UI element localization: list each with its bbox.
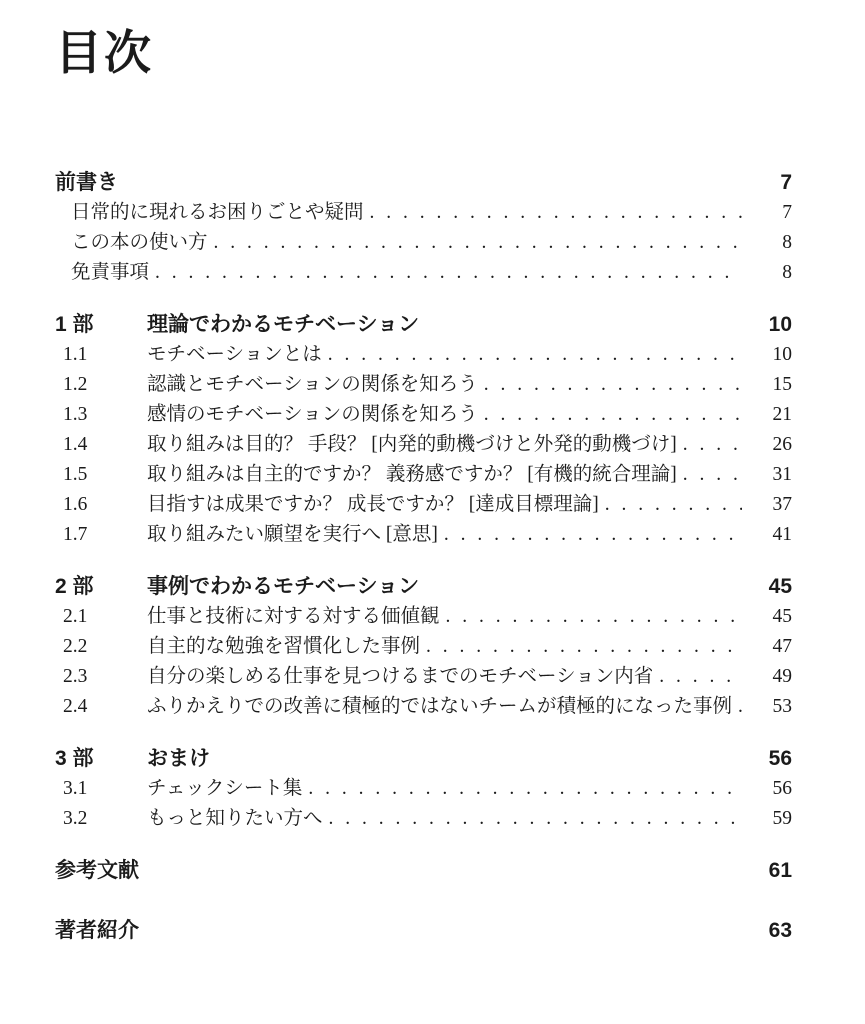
entry-title: この本の使い方: [71, 231, 208, 253]
page-number: 63: [768, 918, 792, 942]
page-number: 31: [772, 463, 792, 485]
page-number: 45: [772, 605, 792, 627]
entry-title: チェックシート集: [147, 777, 303, 799]
toc-part-row-author[interactable]: [55, 916, 792, 946]
toc-entry-row[interactable]: [55, 490, 792, 520]
part-title: 参考文献: [55, 858, 139, 882]
page-number: 15: [772, 373, 792, 395]
entry-title: モチベーションとは: [147, 343, 322, 365]
entry-number: 1.3: [63, 403, 88, 425]
part-title: 事例でわかるモチベーション: [147, 574, 420, 598]
entry-number: 1.2: [63, 373, 88, 395]
entry-title: ふりかえりでの改善に積極的ではないチームが積極的になった事例: [147, 695, 733, 717]
toc-part-row-2[interactable]: [55, 572, 792, 602]
entry-number: 1.1: [63, 343, 88, 365]
leader-dots: [444, 520, 742, 550]
page-number: 10: [772, 343, 792, 365]
page-number: 45: [768, 574, 792, 598]
toc-entry-row[interactable]: [55, 228, 792, 258]
part-number: 3 部: [55, 746, 94, 770]
page-number: 49: [772, 665, 792, 687]
page-number: 37: [772, 493, 792, 515]
leader-dots: [605, 490, 742, 520]
toc-entry-row[interactable]: [55, 602, 792, 632]
entry-title: 感情のモチベーションの関係を知ろう: [147, 403, 478, 425]
page-number: 8: [782, 231, 792, 253]
entry-number: 2.4: [63, 695, 88, 717]
leader-dots: [446, 602, 742, 632]
entry-number: 2.2: [63, 635, 88, 657]
toc-entry-row[interactable]: [55, 632, 792, 662]
entry-number: 3.1: [63, 777, 88, 799]
part-title: おまけ: [147, 746, 210, 770]
entry-number: 1.7: [63, 523, 88, 545]
leader-dots: [370, 198, 742, 228]
leader-dots: [155, 258, 742, 288]
toc-entry-row[interactable]: [55, 774, 792, 804]
leader-dots: [484, 400, 742, 430]
part-title: 著者紹介: [55, 918, 139, 942]
entry-title: 自主的な勉強を習慣化した事例: [147, 635, 421, 657]
toc-part-row-preface[interactable]: [55, 168, 792, 198]
toc-entry-row[interactable]: [55, 520, 792, 550]
entry-title: 取り組みは自主的ですか？ 義務感ですか？ [有機的統合理論]: [147, 463, 677, 485]
page-number: 41: [772, 523, 792, 545]
toc-entry-row[interactable]: [55, 370, 792, 400]
toc-entry-row[interactable]: [55, 258, 792, 288]
page-number: 53: [772, 695, 792, 717]
leader-dots: [308, 774, 742, 804]
leader-dots: [329, 804, 742, 834]
toc-entry-row[interactable]: [55, 692, 792, 722]
page-number: 61: [768, 858, 792, 882]
part-number: 1 部: [55, 312, 94, 336]
page-number: 21: [772, 403, 792, 425]
entry-title: 日常的に現れるお困りごとや疑問: [71, 201, 364, 223]
page-number: 59: [772, 807, 792, 829]
entry-title: 取り組みたい願望を実行へ [意思]: [147, 523, 438, 545]
toc-entry-row[interactable]: [55, 198, 792, 228]
toc-part-row-3[interactable]: [55, 744, 792, 774]
toc-entry-row[interactable]: [55, 400, 792, 430]
part-number: 2 部: [55, 574, 94, 598]
leader-dots: [426, 632, 742, 662]
toc-part-row-bibliography[interactable]: [55, 856, 792, 886]
leader-dots: [683, 430, 742, 460]
leader-dots: [214, 228, 742, 258]
toc-part-row-1[interactable]: [55, 310, 792, 340]
page-number: 47: [772, 635, 792, 657]
entry-title: 取り組みは目的？ 手段？ [内発的動機づけと外発的動機づけ]: [147, 433, 677, 455]
part-title: 前書き: [55, 170, 118, 194]
leader-dots: [683, 460, 742, 490]
toc-entry-row[interactable]: [55, 340, 792, 370]
page-number: 26: [772, 433, 792, 455]
entry-title: もっと知りたい方へ: [147, 807, 323, 829]
leader-dots: [738, 692, 742, 722]
leader-dots: [484, 370, 742, 400]
page-number: 7: [782, 201, 792, 223]
entry-title: 自分の楽しめる仕事を見つけるまでのモチベーション内省: [147, 665, 654, 687]
entry-number: 2.1: [63, 605, 88, 627]
part-title: 理論でわかるモチベーション: [147, 312, 420, 336]
leader-dots: [328, 340, 742, 370]
toc-entry-row[interactable]: [55, 804, 792, 834]
toc: [55, 168, 792, 946]
entry-number: 3.2: [63, 807, 88, 829]
entry-title: 免責事項: [71, 261, 150, 283]
page-number: 56: [768, 746, 792, 770]
entry-number: 1.6: [63, 493, 88, 515]
page-number: 7: [780, 170, 792, 194]
toc-entry-row[interactable]: [55, 460, 792, 490]
entry-title: 仕事と技術に対する対する価値観: [147, 605, 440, 627]
toc-entry-row[interactable]: [55, 662, 792, 692]
page-number: 8: [782, 261, 792, 283]
page-number: 56: [772, 777, 792, 799]
leader-dots: [659, 662, 742, 692]
toc-entry-row[interactable]: [55, 430, 792, 460]
page-title: 目次: [55, 26, 153, 79]
entry-title: 目指すは成果ですか？ 成長ですか？ [達成目標理論]: [147, 493, 599, 515]
entry-number: 2.3: [63, 665, 88, 687]
entry-number: 1.5: [63, 463, 88, 485]
entry-number: 1.4: [63, 433, 88, 455]
page-number: 10: [768, 312, 792, 336]
entry-title: 認識とモチベーションの関係を知ろう: [147, 373, 478, 395]
